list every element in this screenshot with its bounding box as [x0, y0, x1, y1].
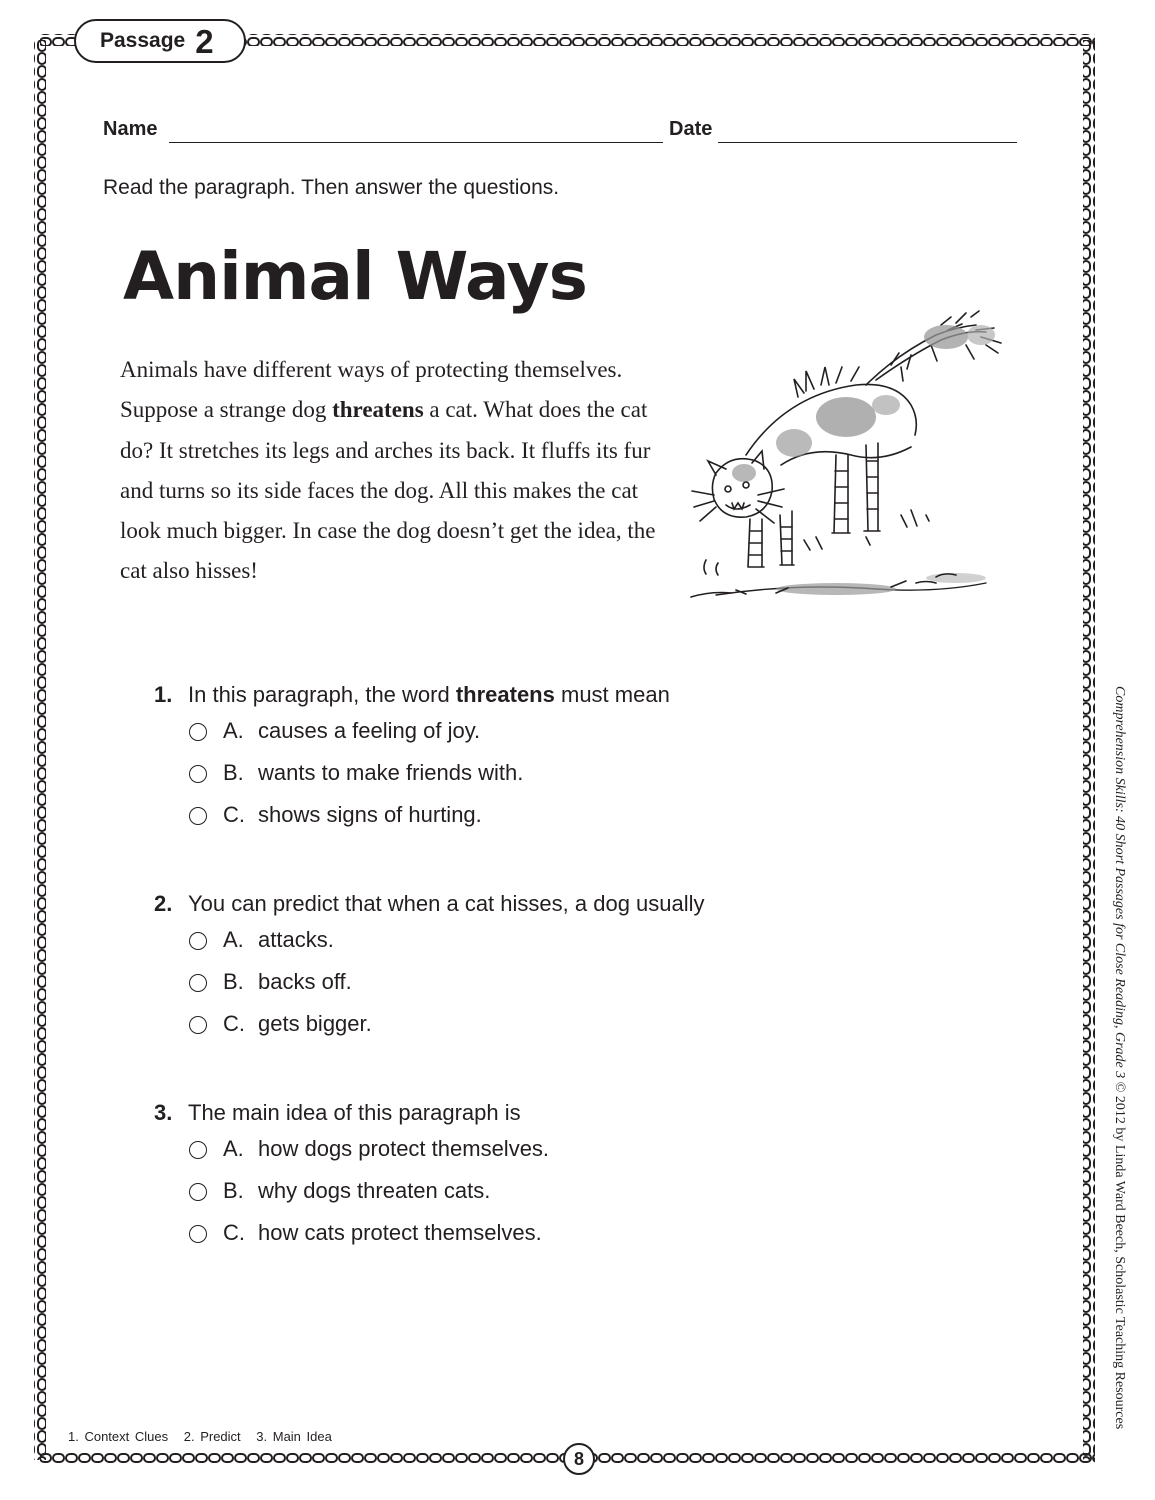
- answer-option-1b[interactable]: [154, 760, 954, 802]
- option-letter: B.: [223, 969, 244, 994]
- copyright-notice: [1103, 686, 1127, 1466]
- question-text: You can predict that when a cat hisses, a dog usually: [188, 891, 705, 916]
- answer-option-2b[interactable]: [154, 969, 954, 1011]
- radio-circle-icon[interactable]: [189, 765, 207, 783]
- instructions: Read the paragraph. Then answer the questions.: [103, 176, 560, 199]
- question-2: [154, 891, 954, 1053]
- option-text: how dogs protect themselves.: [258, 1136, 550, 1161]
- hissing-cat-illustration: [686, 305, 1026, 615]
- answer-option-2c[interactable]: [154, 1011, 954, 1053]
- question-stem: [154, 891, 954, 927]
- passage-title: Animal Ways: [123, 238, 587, 315]
- answer-option-3c[interactable]: [154, 1220, 954, 1262]
- question-text: In this paragraph, the word: [188, 682, 456, 707]
- option-letter: A.: [223, 718, 244, 743]
- answer-option-3b[interactable]: [154, 1178, 954, 1220]
- option-letter: A.: [223, 927, 244, 952]
- radio-circle-icon[interactable]: [189, 1016, 207, 1034]
- question-bold-word: threatens: [455, 682, 555, 707]
- option-text: why dogs threaten cats.: [258, 1178, 491, 1203]
- option-letter: A.: [223, 1136, 244, 1161]
- question-text: The main idea of this paragraph is: [188, 1100, 521, 1125]
- question-3: [154, 1100, 954, 1262]
- passage-label: Passage: [100, 29, 186, 52]
- passage-text-before: Animals have different ways of protecting themselves. Suppose a strange dog: [120, 357, 623, 423]
- option-letter: C.: [223, 802, 245, 827]
- radio-circle-icon[interactable]: [189, 1183, 207, 1201]
- option-text: causes a feeling of joy.: [258, 718, 481, 743]
- radio-circle-icon[interactable]: [189, 1225, 207, 1243]
- radio-circle-icon[interactable]: [189, 974, 207, 992]
- name-date-row: [103, 118, 1018, 148]
- question-stem: [154, 1100, 954, 1136]
- radio-circle-icon[interactable]: [189, 1141, 207, 1159]
- option-letter: C.: [223, 1011, 245, 1036]
- name-field[interactable]: [169, 142, 663, 143]
- name-label: Name: [103, 118, 158, 140]
- answer-option-2a[interactable]: [154, 927, 954, 969]
- date-label: Date: [669, 118, 713, 140]
- skill-label: 3. Main Idea: [256, 1429, 332, 1444]
- skill-label: 2. Predict: [183, 1429, 241, 1444]
- option-text: attacks.: [258, 927, 334, 952]
- answer-option-1c[interactable]: [154, 802, 954, 844]
- option-letter: B.: [223, 760, 244, 785]
- passage-text-after: a cat. What does the cat do? It stretches its legs and arches its back. It fluffs its fur and turns so its side faces the dog. All this makes the cat look much bigger. In case the dog doesn’t get the idea, the cat also hisses!: [120, 397, 656, 584]
- option-text: shows signs of hurting.: [258, 802, 482, 827]
- question-number: 1.: [154, 682, 173, 707]
- option-letter: B.: [223, 1178, 244, 1203]
- passage-tab: [74, 19, 246, 63]
- radio-circle-icon[interactable]: [189, 932, 207, 950]
- page-number: 8: [563, 1443, 595, 1475]
- option-text: how cats protect themselves.: [258, 1220, 542, 1245]
- copyright-text: © 2012 by Linda Ward Beech, Scholastic Teaching Resources: [1112, 1078, 1127, 1430]
- question-number: 3.: [154, 1100, 173, 1125]
- passage-body: [120, 350, 660, 592]
- passage-bold-word: threatens: [332, 397, 424, 423]
- question-text-end: must mean: [554, 682, 670, 707]
- radio-circle-icon[interactable]: [189, 807, 207, 825]
- radio-circle-icon[interactable]: [189, 723, 207, 741]
- date-field[interactable]: [718, 142, 1017, 143]
- option-letter: C.: [223, 1220, 245, 1245]
- answer-option-3a[interactable]: [154, 1136, 954, 1178]
- passage-number: 2: [195, 22, 214, 60]
- option-text: wants to make friends with.: [258, 760, 524, 785]
- question-stem: [154, 682, 954, 718]
- answer-option-1a[interactable]: [154, 718, 954, 760]
- option-text: backs off.: [258, 969, 352, 994]
- book-title: Comprehension Skills: 40 Short Passages for Close Reading, Grade 3: [1112, 686, 1127, 1079]
- question-1: [154, 682, 954, 844]
- skills-footer: [68, 1429, 342, 1444]
- option-text: gets bigger.: [258, 1011, 372, 1036]
- question-number: 2.: [154, 891, 173, 916]
- skill-label: 1. Context Clues: [68, 1429, 169, 1444]
